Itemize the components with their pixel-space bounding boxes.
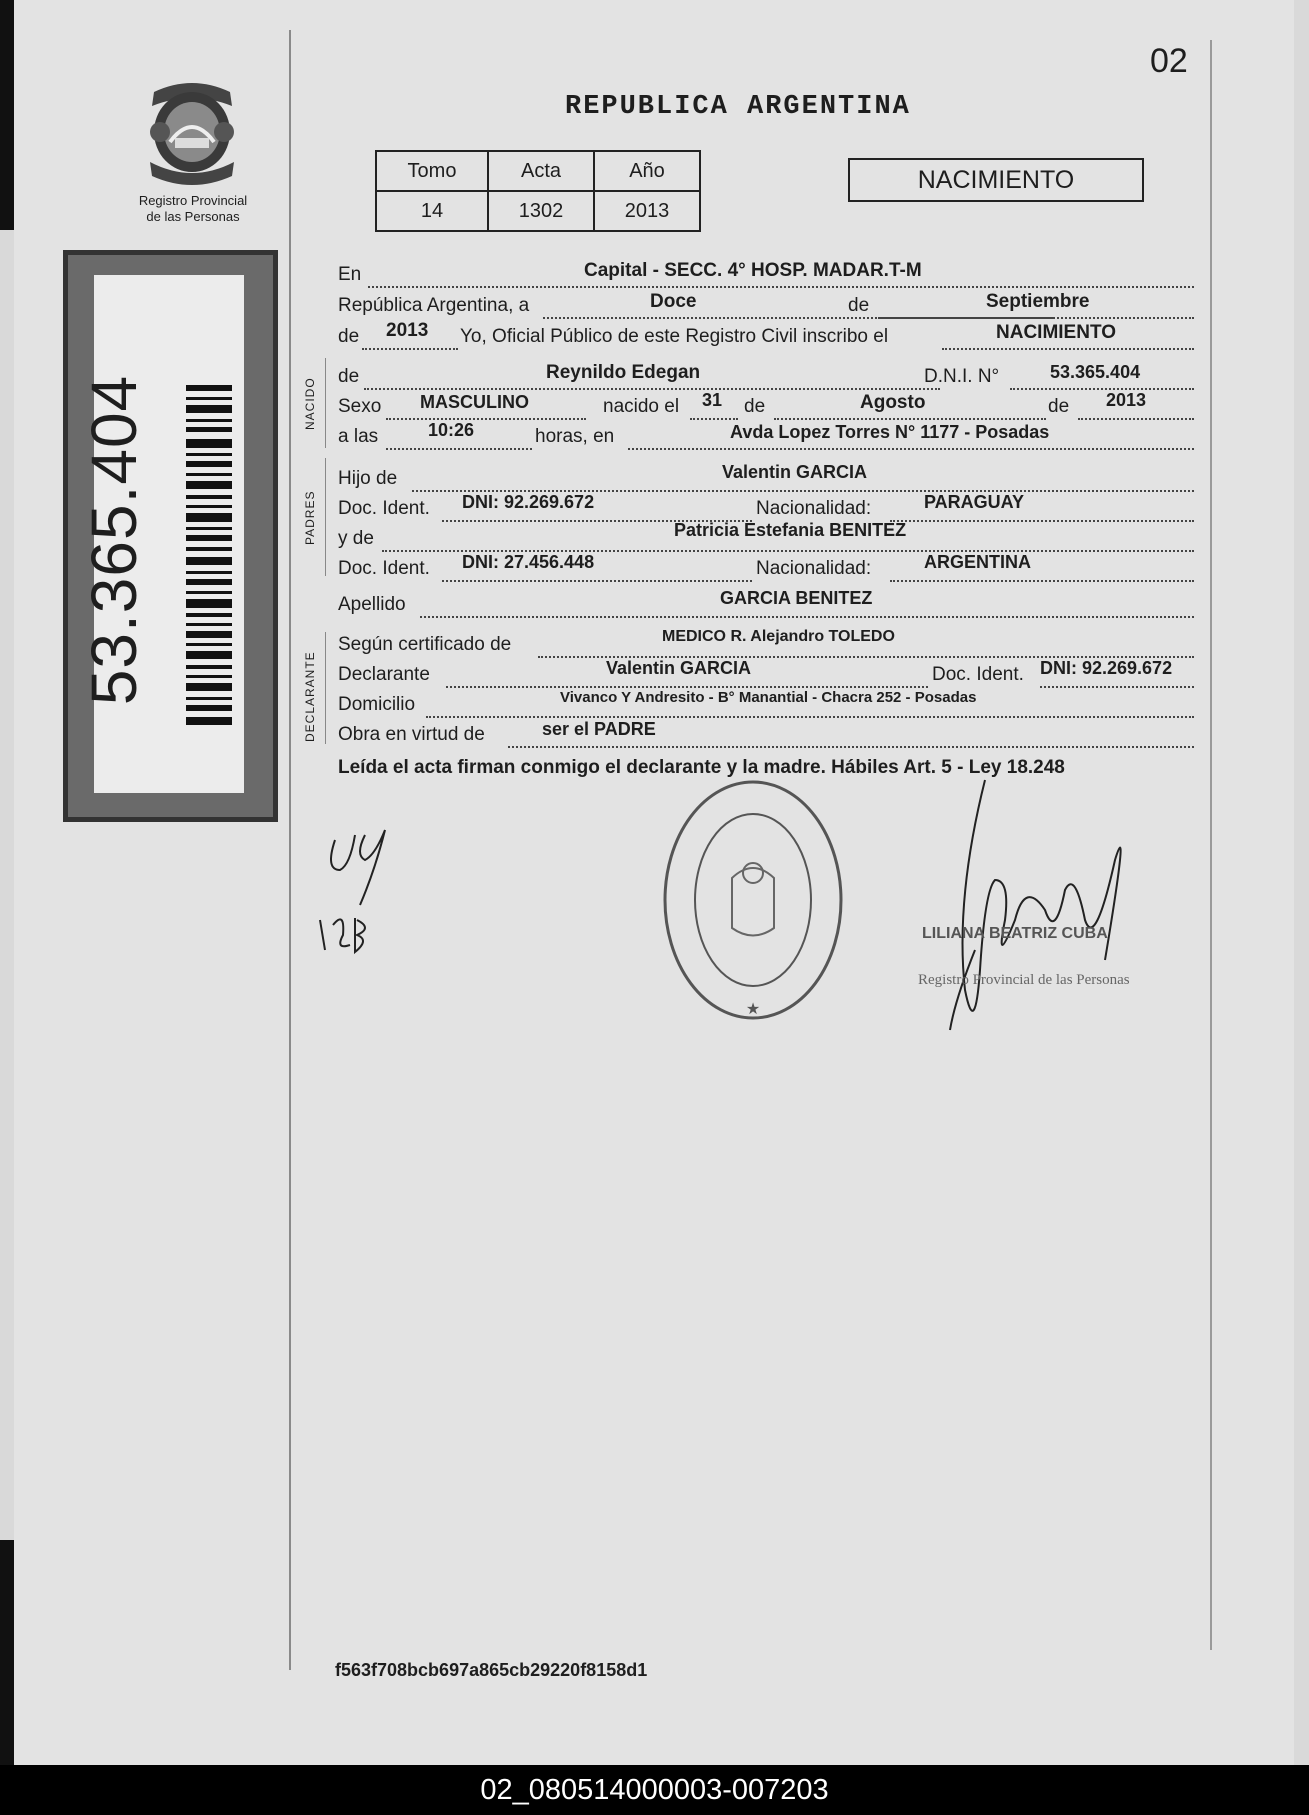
apellido-value: GARCIA BENITEZ [720, 588, 873, 608]
hora-value: 10:26 [428, 420, 475, 440]
field-line-lugar-inscripcion [338, 260, 1194, 292]
yde-label: y de [338, 528, 374, 549]
nacido-label: nacido el [603, 396, 680, 417]
apellido-label: Apellido [338, 594, 406, 615]
barcode-inner [78, 275, 244, 793]
horas-label: horas, en [535, 426, 615, 447]
record-type-badge: NACIMIENTO [848, 158, 1144, 202]
sexo-label: Sexo [338, 396, 382, 417]
dotted-rule [1040, 686, 1194, 688]
madre-nac-label: Nacionalidad: [756, 558, 872, 579]
record-value-acta: 1302 [488, 191, 594, 231]
file-id-footer: 02_080514000003-007203 [0, 1765, 1309, 1815]
alas-label: a las [338, 426, 379, 447]
padre-nac-value: PARAGUAY [924, 492, 1025, 512]
dotted-rule [446, 686, 928, 688]
decl-doc-value: DNI: 92.269.672 [1040, 658, 1173, 678]
svg-text:★: ★ [745, 1001, 761, 1018]
madre-nac-value: ARGENTINA [924, 552, 1031, 572]
rep-label: República Argentina, a [338, 295, 530, 316]
nombre-value: Reynildo Edegan [546, 362, 701, 383]
domicilio-value: Vivanco Y Andresito - B° Manantial - Chacra 252 - Posadas [560, 689, 977, 706]
dni-value: 53.365.404 [1050, 362, 1141, 382]
nac-mes-value: Agosto [860, 392, 926, 413]
field-line-obra [338, 719, 1194, 752]
signatory-org: Registro Provincial de las Personas [918, 972, 1130, 988]
madre-doc-value: DNI: 27.456.448 [462, 552, 595, 572]
section-label-nacido: NACIDO [303, 377, 317, 430]
nombre-label: de [338, 366, 360, 387]
obra-value: ser el PADRE [542, 719, 656, 739]
record-table [375, 150, 701, 232]
tipo-value: NACIMIENTO [996, 322, 1116, 343]
cert-label: Según certificado de [338, 634, 512, 655]
padre-value: Valentin GARCIA [722, 462, 868, 482]
margin-rule-left [289, 30, 291, 1670]
nac-dia-value: 31 [702, 390, 723, 410]
field-line-hora-lugar [338, 420, 1194, 454]
padre-nac-label: Nacionalidad: [756, 498, 872, 519]
dotted-rule [890, 580, 1194, 582]
field-line-madre-doc [338, 552, 1194, 586]
padre-doc-label: Doc. Ident. [338, 498, 430, 519]
field-line-inscripcion [338, 320, 1194, 354]
closing-statement: Leída el acta firman conmigo el declarante y la madre. Hábiles Art. 5 - Ley 18.248 [338, 757, 1065, 778]
record-value-tomo: 14 [376, 191, 488, 231]
dotted-rule [362, 348, 458, 350]
barcode-number: 53.365.404 [78, 374, 150, 706]
dotted-rule [628, 448, 1194, 450]
section-divider-padres [325, 458, 326, 576]
scan-edge-bottom [0, 1540, 14, 1765]
section-divider-declarante [325, 632, 326, 744]
signature-icon [915, 770, 1175, 1040]
dotted-rule [942, 348, 1194, 350]
handwritten-initials-icon [315, 810, 415, 960]
nac-anio-value: 2013 [1106, 390, 1147, 410]
dotted-rule [426, 716, 1194, 718]
cert-value: MEDICO R. Alejandro TOLEDO [662, 628, 895, 645]
dotted-rule [368, 286, 1194, 288]
dotted-rule [420, 616, 1194, 618]
decl-doc-label: Doc. Ident. [932, 664, 1024, 685]
en-value: Capital - SECC. 4° HOSP. MADAR.T-M [584, 260, 922, 281]
scan-edge-top [0, 0, 14, 230]
registry-caption-line1: Registro Provincial [138, 193, 248, 208]
month-value: Septiembre [986, 291, 1090, 312]
lugar-value: Avda Lopez Torres N° 1177 - Posadas [730, 422, 1050, 442]
record-header-anio: Año [594, 151, 700, 191]
dotted-rule [878, 317, 1194, 319]
declarante-label: Declarante [338, 664, 430, 685]
dotted-rule [890, 520, 1194, 522]
signatory-name: LILIANA BEATRIZ CUBA [922, 925, 1108, 942]
domicilio-label: Domicilio [338, 694, 416, 715]
barcode-bars-icon [186, 385, 232, 725]
registry-caption [118, 193, 268, 225]
dotted-rule [386, 448, 532, 450]
record-value-anio: 2013 [594, 191, 700, 231]
dotted-rule [690, 418, 738, 420]
dotted-rule [364, 388, 940, 390]
registry-caption-line2: de las Personas [146, 209, 240, 224]
dotted-rule [508, 746, 1194, 748]
year-value: 2013 [386, 320, 429, 341]
de-label: de [848, 295, 870, 316]
hijo-label: Hijo de [338, 468, 398, 489]
dotted-rule [386, 418, 586, 420]
oficial-text: Yo, Oficial Público de este Registro Civil inscribo el [460, 326, 889, 347]
barcode-panel [63, 250, 278, 822]
record-header-row [376, 151, 700, 191]
field-line-fecha [338, 291, 1194, 323]
sexo-value: MASCULINO [420, 392, 529, 412]
nac-de2-label: de [1048, 396, 1070, 417]
record-header-acta: Acta [488, 151, 594, 191]
madre-value: Patricia Estefania BENITEZ [674, 520, 907, 540]
dotted-rule [442, 580, 752, 582]
field-line-domicilio [338, 689, 1194, 722]
madre-doc-label: Doc. Ident. [338, 558, 430, 579]
de2-label: de [338, 326, 360, 347]
section-label-declarante: DECLARANTE [303, 651, 317, 742]
field-line-nombre [338, 362, 1194, 394]
record-value-row [376, 191, 700, 231]
record-header-tomo: Tomo [376, 151, 488, 191]
padre-doc-value: DNI: 92.269.672 [462, 492, 595, 512]
field-line-apellido [338, 588, 1194, 622]
document-hash: f563f708bcb697a865cb29220f8158d1 [335, 1660, 648, 1680]
day-value: Doce [650, 291, 697, 312]
dni-label: D.N.I. N° [924, 366, 1000, 387]
nac-de-label: de [744, 396, 766, 417]
en-label: En [338, 264, 362, 285]
field-line-declarante [338, 658, 1194, 692]
province-seal-icon [140, 72, 244, 188]
official-stamp-icon [662, 778, 845, 1022]
dotted-rule [774, 418, 1046, 420]
section-label-padres: PADRES [303, 490, 317, 545]
dotted-rule [1010, 388, 1194, 390]
declarante-value: Valentin GARCIA [606, 658, 752, 678]
document-title: REPUBLICA ARGENTINA [565, 92, 911, 122]
obra-label: Obra en virtud de [338, 724, 485, 745]
margin-rule-right [1210, 40, 1212, 1650]
dotted-rule [1078, 418, 1194, 420]
section-divider-nacido [325, 358, 326, 448]
page-number: 02 [1150, 42, 1188, 80]
